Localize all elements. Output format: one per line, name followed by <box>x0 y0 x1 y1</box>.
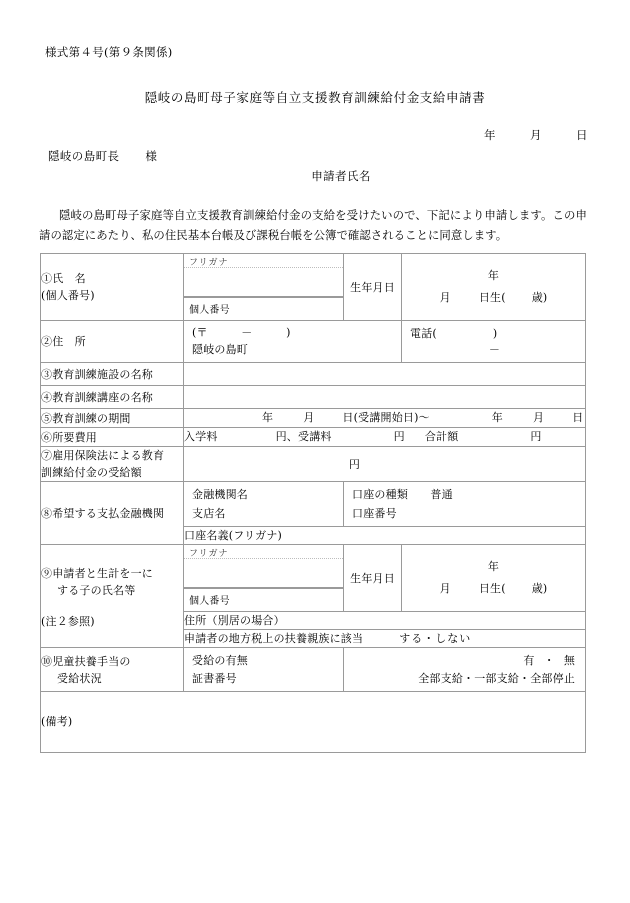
row9-dependent-cell[interactable] <box>184 630 586 648</box>
row6-yen3: 円 <box>530 430 542 443</box>
intro-line-2: 申請の認定にあたり、私の住民基本台帳及び課税台帳を公簿で確認されることに同意します。 <box>39 208 587 242</box>
row3-label: ③教育訓練施設の名称 <box>41 363 184 386</box>
row9-label-line2: する子の氏名等 <box>57 584 136 597</box>
table-row-address <box>41 321 586 363</box>
row1-dob-day: 日生( <box>478 291 506 304</box>
row5-label: ⑤教育訓練の期間 <box>41 409 184 428</box>
table-row-bank <box>41 482 586 527</box>
applicant-name-label: 申請者氏名 <box>311 169 371 183</box>
row9-dependent-answer[interactable]: する・しない <box>399 632 472 645</box>
row1-dob-age: 歳) <box>531 291 548 304</box>
row9-dob-day: 日生( <box>478 582 506 595</box>
table-row-remarks <box>41 692 586 753</box>
row5-end-month: 月 <box>533 411 545 424</box>
row9-dob-label: 生年月日 <box>344 545 402 612</box>
row1-kojin-label: 個人番号 <box>189 305 230 316</box>
row8-account-cell[interactable] <box>344 482 586 527</box>
row8-bank-cell[interactable] <box>184 482 344 527</box>
row1-furigana-label: フリガナ <box>184 254 343 268</box>
row2-address-cell[interactable] <box>184 321 402 363</box>
row1-label-line2: (個人番号) <box>41 289 95 302</box>
date-month-label: 月 <box>530 128 542 142</box>
intro-line-1: 隠岐の島町母子家庭等自立支援教育訓練給付金の支給を受けたいので、下記により申請します。この <box>59 208 576 222</box>
row6-yen1: 円、受講料 <box>275 430 332 443</box>
row4-label: ④教育訓練講座の名称 <box>41 386 184 409</box>
table-row-course-name <box>41 386 586 409</box>
row10-left-cell[interactable] <box>184 648 344 692</box>
row1-name-cell[interactable] <box>184 254 344 298</box>
row1-dob-value-cell[interactable] <box>402 254 586 321</box>
row9-kojin-label: 個人番号 <box>189 596 230 607</box>
row9-label-line1: ⑨申請者と生計を一に <box>41 567 153 580</box>
row7-yen: 円 <box>348 458 361 471</box>
table-row-period <box>41 409 586 428</box>
table-row-cost <box>41 428 586 447</box>
table-row-name <box>41 254 586 298</box>
row2-postal: (〒 － ) <box>192 326 291 339</box>
row8-branch-name-label: 支店名 <box>192 507 226 520</box>
row9-address-separate[interactable]: 住所（別居の場合） <box>184 612 586 630</box>
row10-cert-number-label: 証書番号 <box>192 672 237 685</box>
row10-answer-no[interactable]: 無 <box>563 654 576 667</box>
row9-dob-month: 月 <box>439 582 451 595</box>
remarks-label: (備考) <box>41 715 73 728</box>
row10-receipt-label: 受給の有無 <box>192 654 248 667</box>
row8-account-type-label: 口座の種類 普通 <box>352 488 453 501</box>
table-row-insurance-benefit <box>41 447 586 482</box>
row10-payment-status[interactable]: 全部支給・一部支給・全部停止 <box>418 672 576 685</box>
row9-dob-year: 年 <box>487 560 500 573</box>
row7-value-cell[interactable] <box>184 447 586 482</box>
row3-value[interactable] <box>184 363 586 386</box>
row7-label-line2: 訓練給付金の受給額 <box>41 466 142 479</box>
row9-dob-age: 歳) <box>531 582 548 595</box>
row9-dob-month-day <box>440 582 548 595</box>
row9-name-input[interactable] <box>184 559 343 588</box>
row9-name-cell[interactable] <box>184 545 344 589</box>
row6-label: ⑥所要費用 <box>41 428 184 447</box>
row5-start-month: 月 <box>303 411 315 424</box>
form-number: 様式第４号(第９条関係) <box>45 45 173 59</box>
table-row-facility-name <box>41 363 586 386</box>
row1-dob-label: 生年月日 <box>344 254 402 321</box>
document-title: 隠岐の島町母子家庭等自立支援教育訓練給付金支給申請書 <box>144 90 486 105</box>
date-day-label: 日 <box>576 128 588 142</box>
row9-label-line3: (注２参照) <box>41 615 95 628</box>
row4-value[interactable] <box>184 386 586 409</box>
row10-answer-yes[interactable]: 有 <box>523 654 535 667</box>
row7-label-line1: ⑦雇用保険法による教育 <box>41 449 165 462</box>
row5-end-day: 日 <box>572 411 584 424</box>
row8-label: ⑧希望する支払金融機関 <box>41 482 184 545</box>
row6-total-label: 合計額 <box>424 430 459 443</box>
row2-town: 隠岐の島町 <box>192 343 248 356</box>
addressee-name: 隠岐の島町長 <box>48 149 120 163</box>
row10-receipt-answer[interactable] <box>344 648 585 670</box>
row5-start-year: 年 <box>262 411 274 424</box>
addressee-honorific: 様 <box>145 149 158 163</box>
row2-tel-cell[interactable] <box>402 321 586 363</box>
row1-dob-month: 月 <box>439 291 451 304</box>
row10-right-cell[interactable] <box>344 648 586 692</box>
addressee <box>48 148 157 164</box>
table-row-child-allowance <box>41 648 586 692</box>
row9-dob-value-cell[interactable] <box>402 545 586 612</box>
row5-end-year: 年 <box>491 411 503 424</box>
row10-answer-sep: ・ <box>543 654 555 667</box>
row6-entrance-fee-label: 入学料 <box>184 430 218 443</box>
application-form-table <box>40 253 586 753</box>
row8-account-holder[interactable]: 口座名義(フリガナ) <box>184 527 586 545</box>
row9-dependent-label: 申請者の地方税上の扶養親族に該当 <box>184 632 364 645</box>
row10-label-line2: 受給状況 <box>57 671 102 685</box>
row2-tel-label: 電話( ) <box>410 326 498 340</box>
row2-tel-dash: － <box>488 342 501 356</box>
row1-name-input[interactable] <box>184 268 343 297</box>
row9-kojin-cell[interactable] <box>184 589 344 612</box>
remarks-cell[interactable] <box>41 692 586 753</box>
row1-dob-month-day <box>440 291 548 304</box>
row5-start-day: 日(受講開始日)〜 <box>342 411 430 424</box>
row5-value-cell[interactable] <box>184 409 586 428</box>
row6-value-cell[interactable] <box>184 428 586 447</box>
row2-label: ②住 所 <box>41 321 184 363</box>
row10-label-line1: ⑩児童扶養手当の <box>41 654 131 668</box>
row1-label-cell <box>41 254 184 321</box>
intro-paragraph <box>39 205 587 245</box>
row8-account-number-label: 口座番号 <box>352 507 397 520</box>
row1-label-line1: ①氏 名 <box>41 272 86 285</box>
row6-yen2: 円 <box>393 430 405 443</box>
row9-furigana-label: フリガナ <box>184 545 343 559</box>
row8-bank-name-label: 金融機関名 <box>192 488 248 501</box>
row7-label-cell <box>41 447 184 482</box>
date-year-label: 年 <box>484 128 496 142</box>
table-row-child-name <box>41 545 586 589</box>
row1-kojin-cell[interactable] <box>184 298 344 321</box>
row1-dob-year: 年 <box>487 269 500 282</box>
row10-label-cell <box>41 648 184 692</box>
date-line <box>484 127 588 143</box>
row9-label-cell <box>41 545 184 648</box>
